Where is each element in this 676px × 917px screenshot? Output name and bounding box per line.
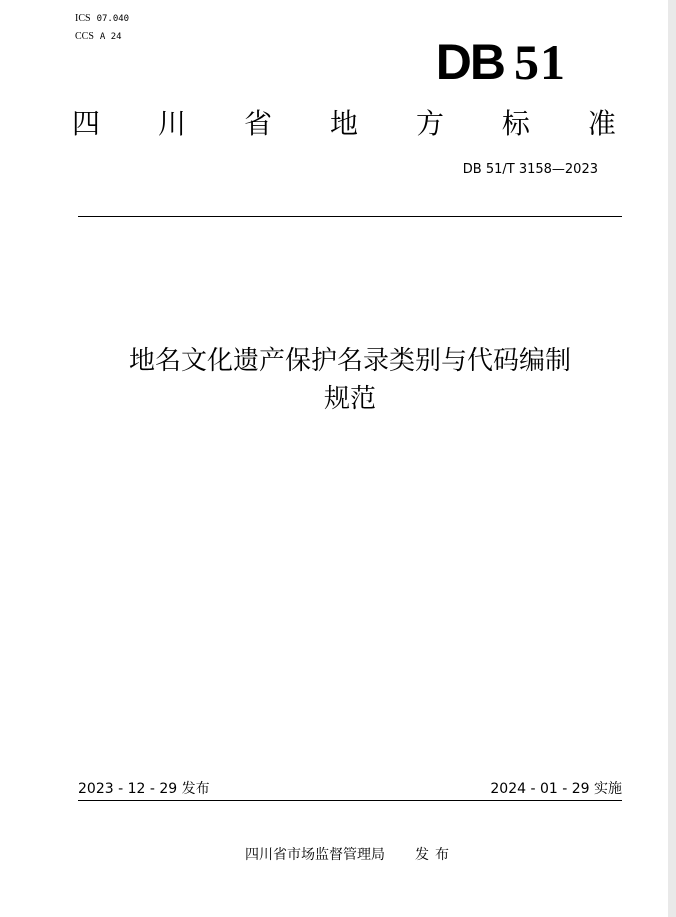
standard-level-char: 方 — [415, 107, 444, 140]
standard-level-char: 准 — [587, 107, 616, 140]
db-logo — [436, 34, 566, 90]
document-title — [78, 342, 622, 418]
vertical-scrollbar[interactable] — [668, 0, 676, 917]
issuer-name: 四川省市场监督管理局 — [245, 847, 385, 863]
classification-codes — [75, 10, 129, 46]
ics-line — [75, 10, 129, 28]
standard-level-char: 地 — [329, 107, 358, 140]
standard-level-char: 四 — [72, 107, 101, 140]
date-row — [78, 779, 622, 799]
ccs-code: A 24 — [99, 32, 122, 42]
issuer-line — [78, 845, 622, 865]
ccs-line — [75, 28, 129, 46]
ics-label: ICS — [75, 13, 91, 24]
issuer-action: 发布 — [415, 847, 455, 863]
bottom-divider — [78, 800, 622, 801]
standard-level-char: 标 — [501, 107, 530, 140]
standard-level-heading — [72, 104, 616, 144]
db-logo-prefix: DB — [435, 34, 504, 90]
top-divider — [78, 216, 622, 217]
ccs-label: CCS — [75, 31, 94, 42]
db-logo-number: 51 — [514, 34, 566, 90]
standard-number: DB 51/T 3158—2023 — [462, 162, 598, 177]
standard-level-char: 川 — [157, 107, 186, 140]
issue-date: 2023 - 12 - 29 发布 — [78, 781, 210, 797]
implementation-date: 2024 - 01 - 29 实施 — [490, 781, 622, 797]
document-title-line2: 规范 — [323, 384, 376, 414]
ics-code: 07.040 — [96, 14, 130, 24]
document-title-line1: 地名文化遗产保护名录类别与代码编制 — [128, 346, 571, 376]
standard-level-char: 省 — [243, 107, 272, 140]
